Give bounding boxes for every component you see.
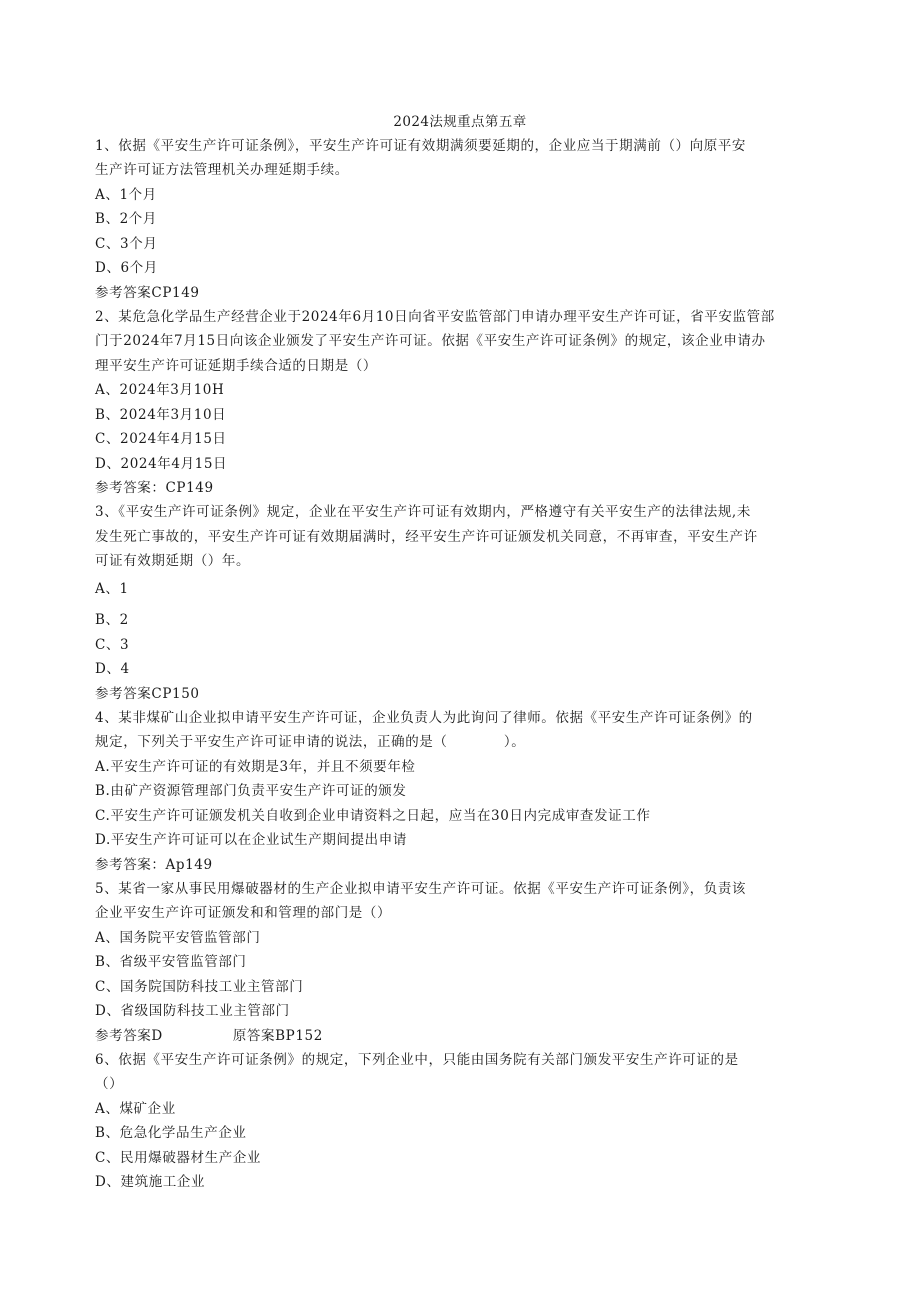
- question-4-line-2: 规定，下列关于平安生产许可证申请的说法，正确的是（ ）。: [95, 734, 526, 750]
- question-5-answer: 参考答案D: [95, 1028, 163, 1044]
- question-3-option-a: A、1: [95, 581, 129, 597]
- question-2-line-3: 理平安生产许可证延期手续合适的日期是（）: [95, 358, 377, 374]
- question-3-option-c: C、3: [95, 637, 130, 653]
- question-2-answer: 参考答案：CP149: [95, 480, 214, 496]
- question-3-option-b: B、2: [95, 612, 129, 628]
- question-5-line-2: 企业平安生产许可证颁发和和管理的部门是（）: [95, 905, 392, 921]
- question-6-option-b: B、危急化学品生产企业: [95, 1125, 247, 1141]
- question-5-option-c: C、国务院国防科技工业主管部门: [95, 979, 304, 995]
- question-6-option-a: A、煤矿企业: [95, 1101, 176, 1117]
- question-1-option-d: D、6个月: [95, 260, 158, 276]
- question-5-original-answer: 原答案BP152: [232, 1028, 323, 1044]
- question-3-line-1: 3、《平安生产许可证条例》规定，企业在平安生产许可证有效期内，严格遵守有关平安生产的法律法规,未: [95, 504, 751, 520]
- question-1-option-b: B、2个月: [95, 211, 158, 227]
- question-5-line-1: 5、某省一家从事民用爆破器材的生产企业拟申请平安生产许可证。依据《平安生产许可证条例》，负责该: [95, 881, 747, 897]
- question-4-option-d: D.平安生产许可证可以在企业试生产期间提出申请: [95, 832, 407, 848]
- question-4-option-a: A.平安生产许可证的有效期是3年，并且不须要年检: [95, 759, 416, 775]
- question-1-line-1: 1、依据《平安生产许可证条例》，平安生产许可证有效期满须要延期的，企业应当于期满前（）向原平安: [95, 138, 747, 154]
- question-4-option-c: C.平安生产许可证颁发机关自收到企业申请资料之日起，应当在30日内完成审查发证工作: [95, 808, 651, 824]
- question-5-option-a: A、国务院平安管监管部门: [95, 930, 261, 946]
- question-6-option-d: D、建筑施工企业: [95, 1174, 206, 1190]
- question-1-answer: 参考答案CP149: [95, 285, 200, 301]
- question-2-option-b: B、2024年3月10日: [95, 407, 227, 423]
- question-1-line-2: 生产许可证方法管理机关办理延期手续。: [95, 162, 349, 178]
- question-4-line-1: 4、某非煤矿山企业拟申请平安生产许可证，企业负责人为此询问了律师。依据《平安生产许可证条例》的: [95, 710, 753, 726]
- question-2-option-a: A、2024年3月10H: [95, 382, 225, 398]
- question-3-line-2: 发生死亡事故的，平安生产许可证有效期届满时，经平安生产许可证颁发机关同意，不再审查，平安生产许: [95, 529, 758, 545]
- question-4-answer: 参考答案：Ap149: [95, 857, 213, 873]
- question-3-option-d: D、4: [95, 661, 130, 677]
- question-1-option-c: C、3个月: [95, 236, 158, 252]
- question-4-option-b: B.由矿产资源管理部门负责平安生产许可证的颁发: [95, 783, 407, 799]
- question-6-line-1: 6、依据《平安生产许可证条例》的规定，下列企业中，只能由国务院有关部门颁发平安生产许可证的是: [95, 1052, 739, 1068]
- question-1-option-a: A、1个月: [95, 187, 157, 203]
- question-5-option-d: D、省级国防科技工业主管部门: [95, 1003, 290, 1019]
- question-3-line-3: 可证有效期延期（）年。: [95, 553, 251, 569]
- question-6-line-2: （）: [95, 1076, 124, 1092]
- question-2-option-d: D、2024年4月15日: [95, 456, 228, 472]
- question-6-option-c: C、民用爆破器材生产企业: [95, 1150, 262, 1166]
- question-2-line-1: 2、某危急化学品生产经营企业于2024年6月10日向省平安监管部门申请办理平安生产许可证，省平安监管部: [95, 309, 775, 325]
- question-5-answer-line: [95, 1027, 323, 1045]
- document-title: 2024法规重点第五章: [393, 114, 527, 130]
- question-3-answer: 参考答案CP150: [95, 686, 200, 702]
- question-2-option-c: C、2024年4月15日: [95, 431, 227, 447]
- question-2-line-2: 门于2024年7月15日向该企业颁发了平安生产许可证。依据《平安生产许可证条例》的规定，该企业申请办: [95, 333, 766, 349]
- question-5-option-b: B、省级平安管监管部门: [95, 954, 247, 970]
